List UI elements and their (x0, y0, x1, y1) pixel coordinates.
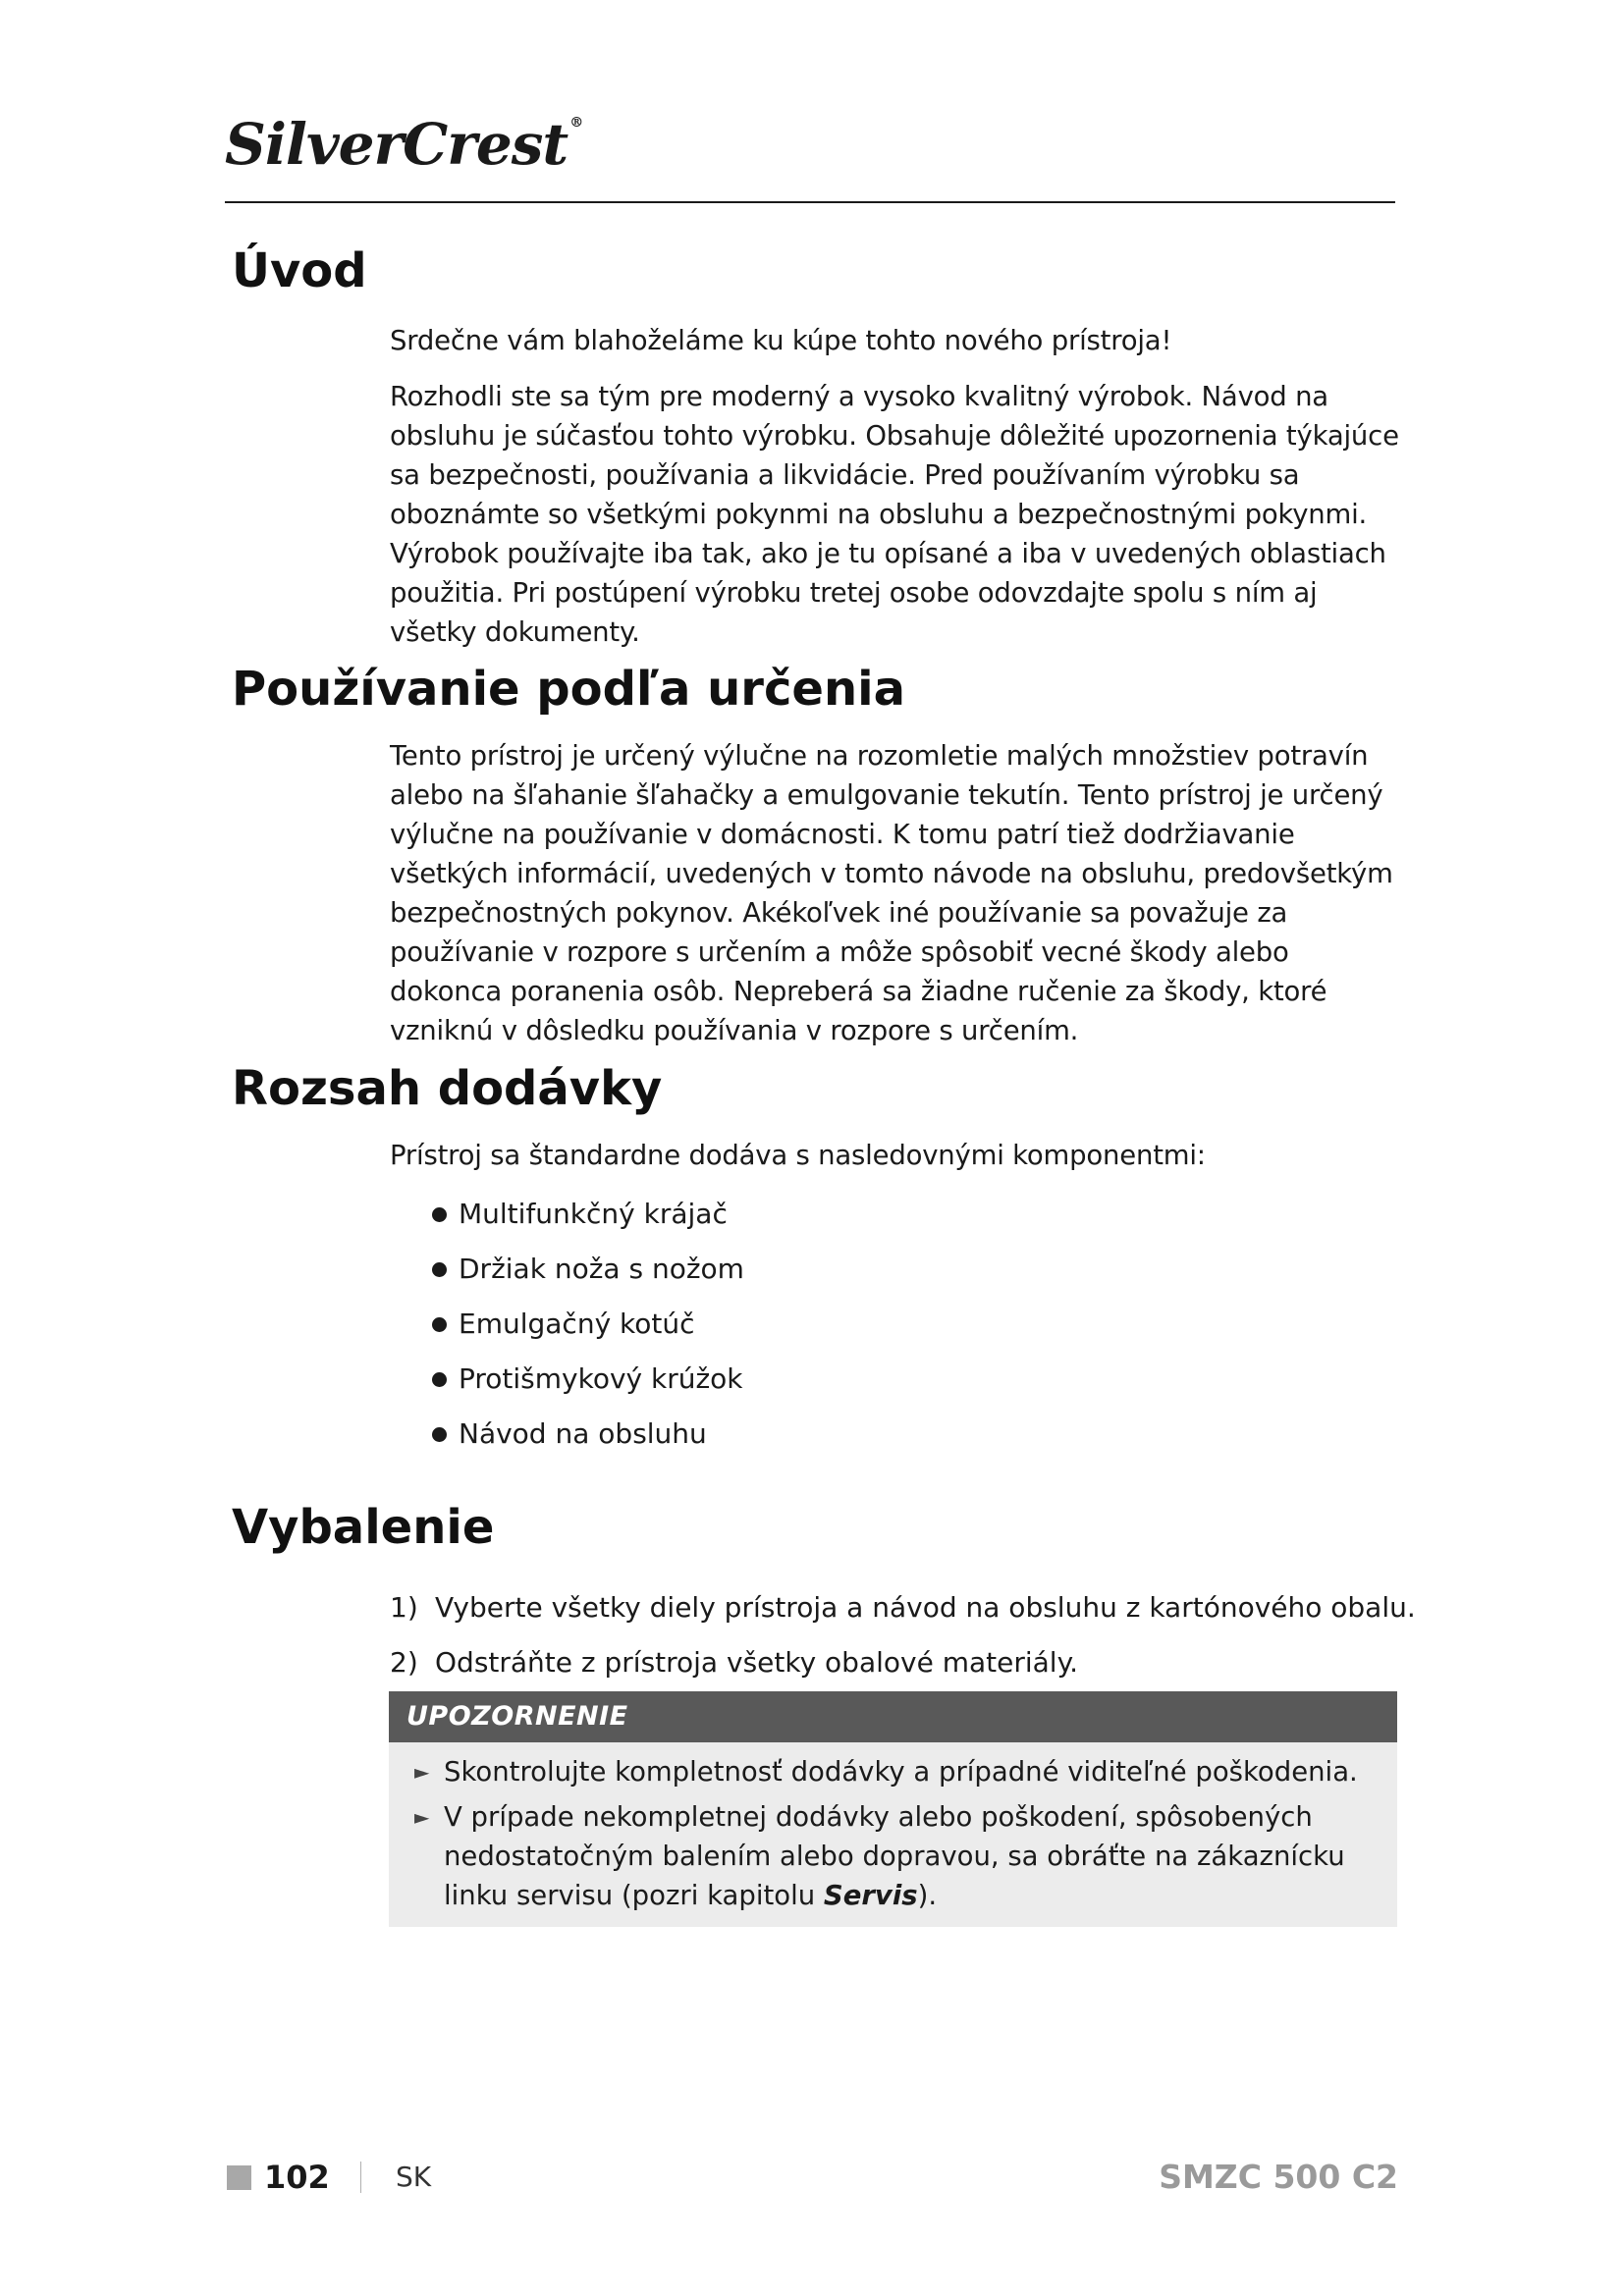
intended-use-paragraph: Tento prístroj je určený výlučne na rozomletie malých množstiev potravín alebo na šľahanie šľahačky a emulgovanie tekutín. Tento prístroj je určený výlučne na používanie v domácnosti. K tomu patrí tiež dodržiavanie všetkých informácií, uvedených v tomto návode na obsluhu, predovšetkým bezpečnostných pokynov. Akékoľvek iné používanie sa považuje za používanie v rozpore s určením a môže spôsobiť vecné škody alebo dokonca poranenia osôb. Nepreberá sa žiadne ručenie za škody, ktoré vzniknú v dôsledku používania v rozpore s určením. (390, 740, 1393, 1046)
section-title-scope: Rozsah dodávky (232, 1061, 663, 1116)
step-text: Odstráňte z prístroja všetky obalové materiály. (435, 1646, 1079, 1679)
list-item (432, 1187, 744, 1242)
list-item-text: Emulgačný kotúč (459, 1308, 695, 1340)
header-rule (225, 201, 1395, 203)
intro-paragraph-1: Srdečne vám blahoželáme ku kúpe tohto nového prístroja! (390, 325, 1172, 356)
list-item-text: Držiak noža s nožom (459, 1253, 744, 1285)
list-item-text: Multifunkčný krájač (459, 1198, 728, 1230)
warning-ref-link: Servis (823, 1880, 918, 1911)
warning-item-text (444, 1797, 1387, 1915)
warning-item (414, 1752, 1397, 1791)
arrow-right-icon: ► (414, 1760, 430, 1784)
unpacking-steps (390, 1580, 1416, 1690)
footer-divider (360, 2162, 361, 2193)
list-item (432, 1242, 744, 1297)
warning-ref-suffix: ). (917, 1880, 938, 1911)
section-title-intended-use: Používanie podľa určenia (232, 662, 905, 717)
intro-paragraph-2: Rozhodli ste sa tým pre moderný a vysoko kvalitný výrobok. Návod na obsluhu je súčasťou tohto výrobku. Obsahuje dôležité upozornenia týkajúce sa bezpečnosti, používania a likvidácie. Pred používaním výrobku sa oboznámte so všetkými pokynmi na obsluhu a bezpečnostnými pokynmi. Výrobok používajte iba tak, ako je tu opísané a iba v uvedených oblastiach použitia. Pri postúpení výrobku tretej osobe odovzdajte spolu s ním aj všetky dokumenty. (390, 381, 1399, 648)
page-footer (227, 2158, 1398, 2197)
bullet-icon (432, 1427, 447, 1442)
bullet-icon (432, 1207, 447, 1222)
brand-logo (225, 111, 583, 178)
warning-list (389, 1742, 1397, 1915)
list-item-text: Protišmykový krúžok (459, 1362, 743, 1395)
bullet-icon (432, 1317, 447, 1332)
warning-label: UPOZORNENIE (389, 1691, 1397, 1742)
language-code: SK (396, 2161, 432, 2193)
step-number: 2) (390, 1646, 418, 1679)
scope-intro: Prístroj sa štandardne dodáva s nasledovnými komponentmi: (390, 1140, 1206, 1171)
warning-item-text: Skontrolujte kompletnosť dodávky a prípadné viditeľné poškodenia. (444, 1756, 1358, 1788)
step-item (390, 1635, 1416, 1690)
list-item (432, 1407, 744, 1462)
section-title-unpacking: Vybalenie (232, 1500, 495, 1555)
page-marker-icon (227, 2165, 251, 2190)
bullet-icon (432, 1262, 447, 1277)
warning-ref-prefix: (pozri kapitolu (621, 1880, 824, 1911)
warning-item-body: V prípade nekompletnej dodávky alebo poškodení, spôsobených nedostatočným balením alebo dopravou, sa obráťte na zákaznícku linku servisu (444, 1801, 1345, 1911)
warning-box (389, 1691, 1397, 1927)
brand-name: SilverCrest (225, 111, 568, 178)
section-title-intro: Úvod (232, 243, 367, 298)
registered-mark: ® (569, 115, 583, 131)
page-number: 102 (264, 2159, 330, 2196)
step-item (390, 1580, 1416, 1635)
bullet-icon (432, 1372, 447, 1387)
model-number: SMZC 500 C2 (1159, 2158, 1398, 2196)
warning-item (414, 1797, 1397, 1915)
step-text: Vyberte všetky diely prístroja a návod na obsluhu z kartónového obalu. (435, 1591, 1416, 1624)
list-item (432, 1297, 744, 1352)
step-number: 1) (390, 1591, 418, 1624)
scope-list (432, 1187, 744, 1462)
list-item (432, 1352, 744, 1407)
list-item-text: Návod na obsluhu (459, 1417, 707, 1450)
arrow-right-icon: ► (414, 1805, 430, 1829)
